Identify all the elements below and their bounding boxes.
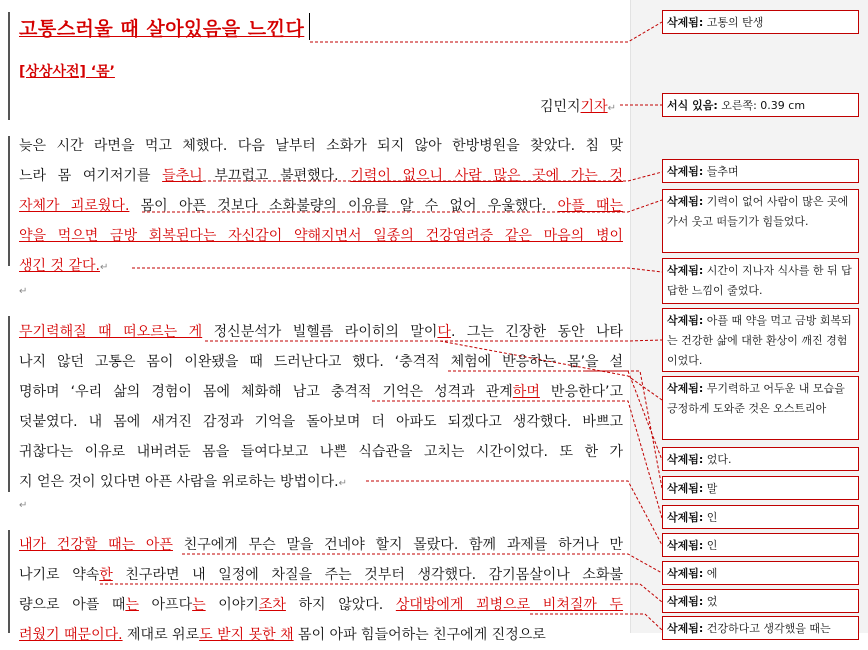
comment-text: 인 xyxy=(703,511,718,524)
comment-balloon[interactable] xyxy=(662,447,859,471)
body-text: 지 얻은 것이 있다면 아픈 사람을 위로하는 방법이다. xyxy=(19,474,339,490)
body-text: 반응한다’고 xyxy=(539,384,623,400)
leader-line xyxy=(183,172,662,181)
comment-label: 삭제됨: xyxy=(667,482,704,495)
inserted-text: 상대방에게 꾀병으로 비쳐질까 두 xyxy=(395,597,624,613)
comment-text: 건강하다고 생각했을 때는 xyxy=(703,622,831,635)
comment-balloon[interactable] xyxy=(662,476,859,500)
comment-text: 에 xyxy=(703,567,718,580)
comment-balloon[interactable] xyxy=(662,258,859,304)
body-text: 아프다 xyxy=(138,597,193,613)
comment-balloon[interactable] xyxy=(662,561,859,585)
comment-label: 삭제됨: xyxy=(667,453,704,466)
comment-label: 삭제됨: xyxy=(667,567,704,580)
comment-label: 삭제됨: xyxy=(667,539,704,552)
body-text: 제대로 위로 xyxy=(122,627,200,643)
comment-label: 서식 있음: xyxy=(667,99,718,112)
author-name: 김민지 xyxy=(539,99,581,115)
body-text: . 그는 긴장한 동안 나타 xyxy=(450,324,624,340)
comment-text: 오른쪽: 0.39 cm xyxy=(717,99,806,112)
body-text: 덧붙였다. 내 몸에 새겨진 감정과 기억을 돌아보며 더 아파도 되겠다고 생각했다. 바쁘고 xyxy=(19,414,623,430)
comment-text: 아플 때 약을 먹고 금방 회복되는 건강한 삶에 대한 환상이 깨진 경험이었다. xyxy=(667,314,852,367)
inserted-text: 약을 먹으면 금방 회복된다는 자신감이 약해지면서 일종의 건강염려증 같은 마음의 병이 xyxy=(19,228,623,244)
comment-balloon[interactable] xyxy=(662,93,859,117)
empty-paragraph-mark-icon: ↵ xyxy=(19,500,28,511)
paragraph-mark-icon: ↵ xyxy=(99,262,109,273)
inserted-text: 자체가 괴로웠다. xyxy=(19,198,130,214)
body-text: 량으로 아플 때 xyxy=(19,597,126,613)
paragraph-mark-icon: ↵ xyxy=(338,478,347,489)
inserted-text: 하며 xyxy=(512,384,540,400)
inserted-text: 내가 건강할 때는 아픈 xyxy=(19,537,173,553)
comment-text: 들추며 xyxy=(703,165,739,178)
comment-balloon[interactable] xyxy=(662,159,859,183)
comment-text: 무기력하고 어두운 내 모습을 긍정하게 도와준 것은 오스트리아 xyxy=(667,382,845,415)
inserted-text: 아플 때는 xyxy=(557,198,623,214)
leader-line xyxy=(132,268,662,272)
leader-line xyxy=(142,200,662,212)
comment-text: 었 xyxy=(703,595,718,608)
title-text: 고통스러울 때 살아있음을 느낀다 xyxy=(19,18,305,40)
comment-balloon[interactable] xyxy=(662,505,859,529)
inserted-text: 한 xyxy=(99,567,113,583)
body-text: 하지 않았다. xyxy=(285,597,396,613)
inserted-text: 는 xyxy=(192,597,206,613)
comment-label: 삭제됨: xyxy=(667,382,704,395)
body-text: 느라 몸 여기저기를 xyxy=(19,168,163,184)
inserted-text: 도 받지 못한 채 xyxy=(199,627,294,643)
comment-label: 삭제됨: xyxy=(667,165,704,178)
comment-label: 삭제됨: xyxy=(667,264,704,277)
comment-text: 기력이 없어 사람이 많은 곳에 가서 웃고 떠들기가 힘들었다. xyxy=(667,195,849,228)
body-text: 늦은 시간 라면을 먹고 체했다. 다음 날부터 소화가 되지 않아 한방병원을 찾았다. 침 맞 xyxy=(19,138,623,154)
leader-line xyxy=(530,614,662,630)
leader-line xyxy=(366,481,662,545)
body-text: 친구에게 무슨 말을 건네야 할지 몰랐다. 함께 과제를 하거나 만 xyxy=(172,537,623,553)
comment-balloon[interactable] xyxy=(662,533,859,557)
inserted-text: 기력이 없으니 사람 많은 곳에 가는 것 xyxy=(350,168,623,184)
body-text: 부끄럽고 불편했다. xyxy=(202,168,351,184)
body-text: 나기로 약속 xyxy=(19,567,100,583)
comment-label: 삭제됨: xyxy=(667,595,704,608)
body-text: 귀찮다는 이유로 내버려둔 몸을 들여다보고 나쁜 식습관을 고치는 시간이었다. 또 한 가 xyxy=(19,444,623,460)
comment-balloon[interactable] xyxy=(662,189,859,253)
comment-label: 삭제됨: xyxy=(667,622,704,635)
comment-label: 삭제됨: xyxy=(667,195,704,208)
leader-line xyxy=(372,401,662,518)
comment-text: 었다. xyxy=(703,453,732,466)
comment-label: 삭제됨: xyxy=(667,16,704,29)
body-text: 친구라면 내 일정에 차질을 주는 것부터 생각했다. 감기몸살이나 소화불 xyxy=(112,567,623,583)
body-text: 정신분석가 빌헬름 라이히의 말이 xyxy=(202,324,438,340)
inserted-text: 조차 xyxy=(258,597,286,613)
empty-paragraph-mark-icon: ↵ xyxy=(19,286,28,297)
comment-balloon[interactable] xyxy=(662,308,859,372)
comment-text: 말 xyxy=(703,482,718,495)
subtitle-text: [상상사전] ‘몸’ xyxy=(19,64,115,80)
leader-line xyxy=(100,584,662,602)
leader-line xyxy=(182,554,662,573)
inserted-text: 들추니 xyxy=(162,168,203,184)
inserted-text: 다 xyxy=(437,324,451,340)
comment-label: 삭제됨: xyxy=(667,511,704,524)
comment-label: 삭제됨: xyxy=(667,314,704,327)
body-text: 몸이 아픈 것보다 소화불량의 이유를 알 수 없어 우울했다. xyxy=(129,198,558,214)
leader-line xyxy=(310,22,662,42)
body-text: 이야기 xyxy=(205,597,259,613)
comment-balloon[interactable] xyxy=(662,616,859,640)
comment-text: 시간이 지나자 식사를 한 뒤 답답한 느낌이 줄었다. xyxy=(667,264,852,297)
inserted-text: 생긴 것 같다. xyxy=(19,258,100,274)
comment-balloon[interactable] xyxy=(662,10,859,34)
inserted-text: 려웠기 때문이다. xyxy=(19,627,123,643)
body-text: 몸이 아파 힘들어하는 친구에게 진정으로 xyxy=(293,627,546,643)
inserted-text: 는 xyxy=(125,597,139,613)
comment-text: 인 xyxy=(703,539,718,552)
body-text: 나지 않던 고통은 몸이 이완됐을 때 드러난다고 했다. ‘충격적 체험에 반응하는 몸’을 설 xyxy=(19,354,623,370)
author-role: 기자 xyxy=(580,99,608,115)
comment-balloon[interactable] xyxy=(662,589,859,613)
leader-line xyxy=(205,340,662,341)
inserted-text: 무기력해질 때 떠오르는 게 xyxy=(19,324,203,340)
comment-text: 고통의 탄생 xyxy=(703,16,764,29)
comment-balloon[interactable] xyxy=(662,376,859,440)
paragraph-mark-icon: ↵ xyxy=(607,103,616,114)
body-text: 명하며 ‘우리 삶의 경험이 몸에 체화해 남고 충격적 기억은 성격과 관계 xyxy=(19,384,513,400)
leader-line xyxy=(448,371,662,460)
